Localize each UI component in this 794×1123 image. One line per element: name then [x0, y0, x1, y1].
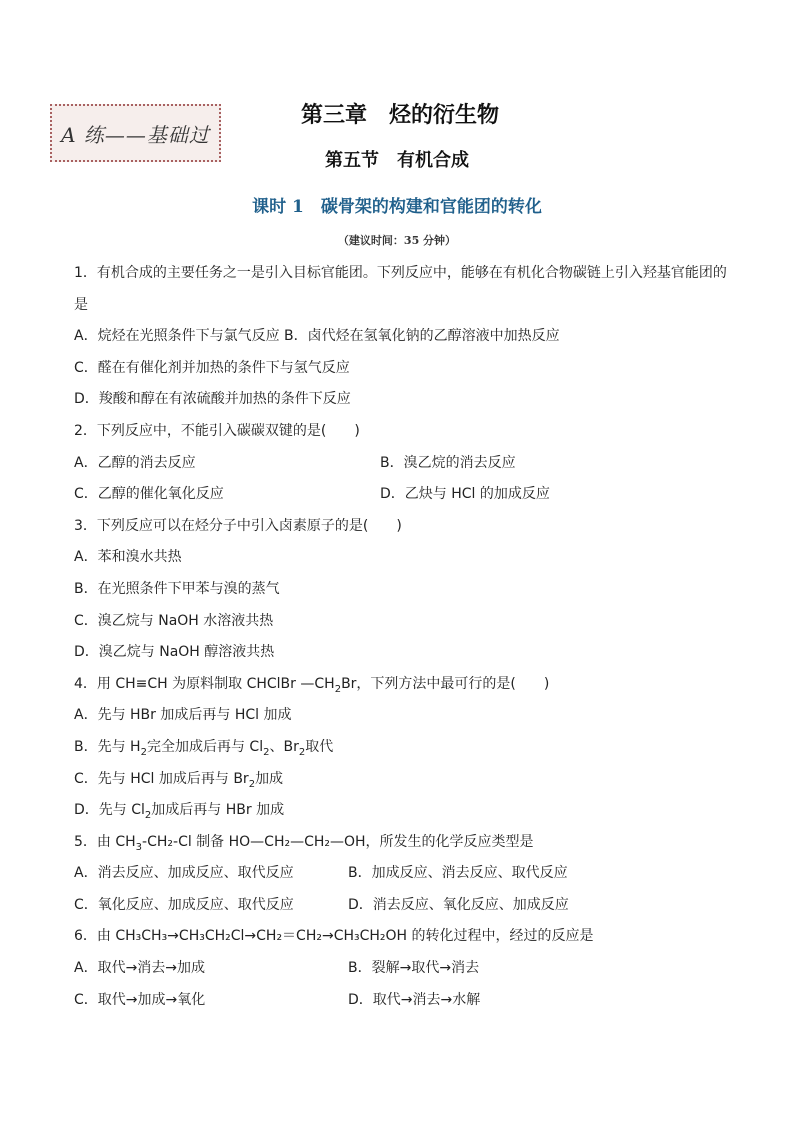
q6-option-a: A．取代→消去→加成	[74, 960, 206, 977]
q4-b-post: 取代	[305, 738, 334, 755]
q6-options-row1	[74, 953, 734, 985]
q1-stem-line2: 是	[74, 296, 88, 313]
q1-option-c: C．醛在有催化剂并加热的条件下与氢气反应	[74, 359, 350, 376]
q5-stem	[74, 827, 734, 859]
section-title: 第五节 有机合成	[325, 150, 469, 171]
q4-b-pre: B．先与 H	[74, 738, 141, 755]
q4-stem	[74, 669, 734, 701]
q6-options-row2	[74, 985, 734, 1017]
q6-option-d: D．取代→消去→水解	[348, 991, 481, 1008]
question-list	[74, 258, 734, 1016]
q5-option-c: C．氧化反应、加成反应、取代反应	[74, 896, 294, 913]
q3-option-c: C．溴乙烷与 NaOH 水溶液共热	[74, 612, 274, 629]
q4-stem-pre: 4．用 CH≡CH 为原料制取 CHClBr —CH	[74, 675, 335, 692]
q6-option-b: B．裂解→取代→消去	[348, 960, 480, 977]
chapter-title: 第三章 烃的衍生物	[300, 103, 499, 128]
q1-stem-line1: 1．有机合成的主要任务之一是引入目标官能团。下列反应中，能够在有机化合物碳链上引入羟基官能团的	[74, 265, 727, 281]
q4-b-sub1: 2	[140, 746, 147, 758]
q4-d-sub: 2	[144, 809, 152, 821]
q4-d-pre: D．先与 Cl	[74, 802, 145, 819]
q5-option-b: B．加成反应、消去反应、取代反应	[348, 865, 568, 882]
q2-options-row1	[74, 448, 734, 480]
q4-stem-sub: 2	[334, 683, 342, 695]
q5-stem-pre: 5．由 CH	[74, 833, 136, 850]
q3-stem: 3．下列反应可以在烃分子中引入卤素原子的是( )	[74, 517, 402, 534]
suggested-time: （建议时间：35 分钟）	[337, 234, 457, 247]
q5-stem-sub: 3	[135, 841, 143, 853]
q5-options-row2	[74, 890, 734, 922]
q5-option-a: A．消去反应、加成反应、取代反应	[74, 865, 294, 882]
q6-option-c: C．取代→加成→氧化	[74, 991, 206, 1008]
q2-option-c: C．乙醇的催化氧化反应	[74, 486, 224, 503]
q4-option-c	[74, 764, 734, 796]
q4-c-pre: C．先与 HCl 加成后再与 Br	[74, 770, 249, 787]
q4-stem-post: Br，下列方法中最可行的是( )	[341, 675, 550, 692]
q2-option-a: A．乙醇的消去反应	[74, 454, 196, 471]
q2-option-b: B．溴乙烷的消去反应	[380, 454, 516, 471]
q2-stem: 2．下列反应中，不能引入碳碳双键的是( )	[74, 422, 360, 439]
q4-b-mid: 完全加成后再与 Cl	[146, 738, 264, 755]
q4-c-sub: 2	[248, 778, 256, 790]
q2-options-row2	[74, 479, 734, 511]
q3-option-d: D．溴乙烷与 NaOH 醇溶液共热	[74, 644, 275, 661]
q5-option-d: D．消去反应、氧化反应、加成反应	[348, 896, 569, 913]
q4-option-a: A．先与 HBr 加成后再与 HCl 加成	[74, 707, 292, 724]
q4-option-d	[74, 795, 734, 827]
q3-option-a: A．苯和溴水共热	[74, 549, 182, 566]
q4-b-sub3: 2	[298, 746, 306, 758]
q4-c-post: 加成	[255, 770, 284, 787]
q1-option-ab: A．烷烃在光照条件下与氯气反应 B．卤代烃在氢氧化钠的乙醇溶液中加热反应	[74, 328, 560, 345]
q5-options-row1	[74, 858, 734, 890]
q4-b-sub2: 2	[263, 746, 270, 758]
q4-d-post: 加成后再与 HBr 加成	[151, 802, 285, 819]
q6-stem: 6．由 CH₃CH₃→CH₃CH₂Cl→CH₂＝CH₂→CH₃CH₂OH 的转化过程中，经过的反应是	[74, 928, 594, 945]
q2-option-d: D．乙炔与 HCl 的加成反应	[380, 486, 550, 503]
q1-option-d: D．羧酸和醇在有浓硫酸并加热的条件下反应	[74, 391, 351, 408]
q4-option-b	[74, 732, 734, 764]
q3-option-b: B．在光照条件下甲苯与溴的蒸气	[74, 580, 280, 597]
lesson-title: 课时 1 碳骨架的构建和官能团的转化	[252, 197, 542, 217]
q5-stem-post: -CH₂-Cl 制备 HO—CH₂—CH₂—OH，所发生的化学反应类型是	[142, 833, 534, 850]
badge-text: A 练——基础过	[61, 122, 210, 147]
q4-b-mid2: 、Br	[269, 738, 299, 755]
